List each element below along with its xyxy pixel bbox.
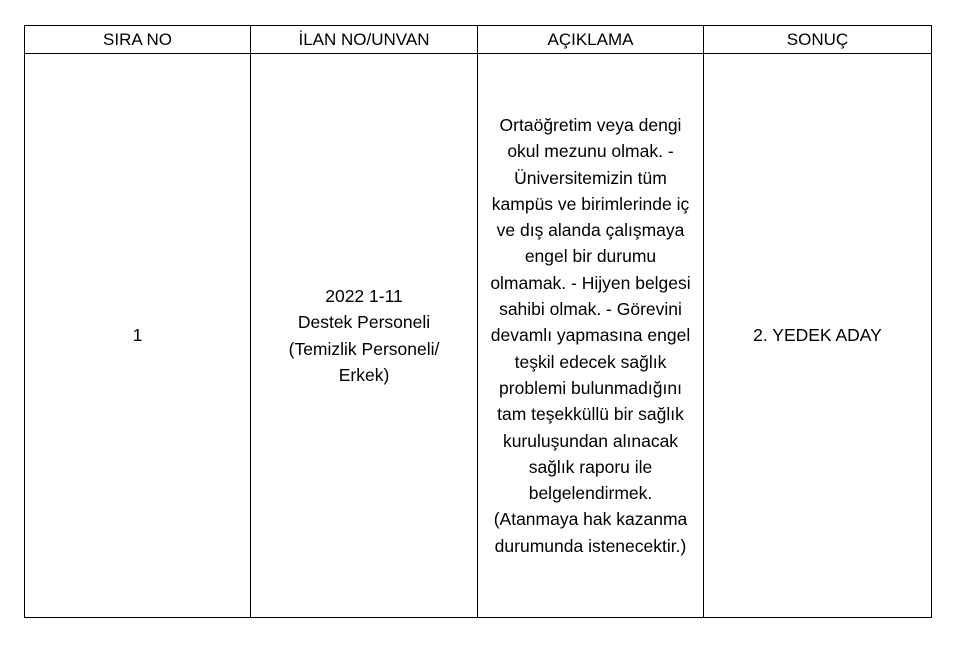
results-table (24, 25, 932, 618)
ilan-no-unvan-value: 2022 1-11 Destek Personeli (Temizlik Personeli/ Erkek) (288, 285, 440, 385)
cell-sira-no (25, 54, 251, 618)
cell-ilan-no-unvan (251, 54, 478, 618)
table-row (25, 54, 932, 618)
sira-no-value: 1 (132, 325, 143, 346)
aciklama-value: Ortaöğretim veya dengi okul mezunu olmak. - Üniversitemizin tüm kampüs ve birimlerinde iç ve dış alanda çalışmaya engel bir durumu olmamak. - Hijyen belgesi sahibi olmak. - Görevini devamlı yapmasına engel teşkil edecek sağlık problemi bulunmadığını tam teşekküllü bir sağlık kuruluşundan alınacak sağlık raporu ile belgelendirmek. (Atanmaya hak kazanma durumunda istenecektir.) (490, 114, 691, 556)
header-ilan-no-unvan: İLAN NO/UNVAN (251, 26, 478, 54)
sonuc-value: 2. YEDEK ADAY (753, 325, 882, 346)
header-row (25, 26, 932, 54)
header-sonuc: SONUÇ (704, 26, 932, 54)
header-sira-no: SIRA NO (25, 26, 251, 54)
cell-aciklama (478, 54, 704, 618)
cell-sonuc (704, 54, 932, 618)
header-aciklama: AÇIKLAMA (478, 26, 704, 54)
